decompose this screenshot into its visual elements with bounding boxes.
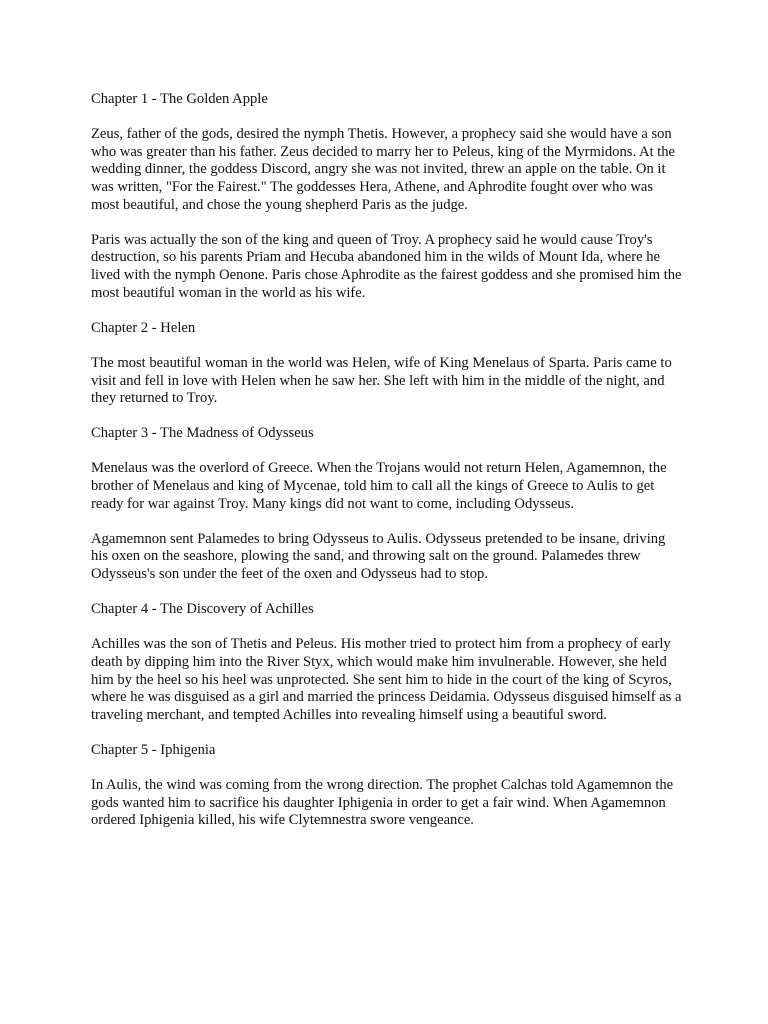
- chapter-5: [91, 742, 683, 830]
- chapter-2: [91, 320, 683, 408]
- chapter-3: [91, 425, 683, 583]
- chapter-heading: Chapter 3 - The Madness of Odysseus: [91, 425, 314, 442]
- paragraph: Zeus, father of the gods, desired the nymph Thetis. However, a prophecy said she would have a son who was greater than his father. Zeus decided to marry her to Peleus, king of the Myrmidons. At the wedding dinner, the goddess Discord, angry she was not invited, threw an apple on the table. On it was written, "For the Fairest." The goddesses Hera, Athene, and Aphrodite fought over who was most beautiful, and chose the young shepherd Paris as the judge.: [91, 126, 676, 213]
- chapter-heading: Chapter 5 - Iphigenia: [91, 741, 216, 758]
- chapter-4: [91, 601, 683, 724]
- chapter-heading: Chapter 1 - The Golden Apple: [91, 91, 268, 107]
- chapter-heading: Chapter 2 - Helen: [91, 319, 196, 336]
- paragraph: Achilles was the son of Thetis and Peleus. His mother tried to protect him from a prophecy of early death by dipping him into the River Styx, which would make him invulnerable. However, she held him by the heel so his heel was unprotected. She sent him to hide in the court of the king of Scyros, where he was disguised as a girl and married the princess Deidamia. Odysseus disguised himself as a traveling merchant, and tempted Achilles into revealing himself using a beautiful sword.: [91, 636, 682, 723]
- chapter-heading: Chapter 4 - The Discovery of Achilles: [91, 601, 314, 618]
- paragraph: The most beautiful woman in the world was Helen, wife of King Menelaus of Sparta. Paris came to visit and fell in love with Helen when he saw her. She left with him in the middle of the night, and they returned to Troy.: [91, 354, 672, 407]
- paragraph: Agamemnon sent Palamedes to bring Odysseus to Aulis. Odysseus pretended to be insane, driving his oxen on the seashore, plowing the sand, and throwing salt on the ground. Palamedes threw Odysseus's son under the feet of the oxen and Odysseus had to stop.: [91, 530, 666, 583]
- paragraph: Menelaus was the overlord of Greece. When the Trojans would not return Helen, Agamemnon, the brother of Menelaus and king of Mycenae, told him to call all the kings of Greece to Aulis to get ready for war against Troy. Many kings did not want to come, including Odysseus.: [91, 460, 667, 512]
- paragraph: Paris was actually the son of the king and queen of Troy. A prophecy said he would cause Troy's destruction, so his parents Priam and Hecuba abandoned him in the wilds of Mount Ida, where he lived with the nymph Oenone. Paris chose Aphrodite as the fairest goddess and she promised him the most beautiful woman in the world as his wife.: [91, 231, 682, 301]
- paragraph: In Aulis, the wind was coming from the wrong direction. The prophet Calchas told Agamemnon the gods wanted him to sacrifice his daughter Iphigenia in order to get a fair wind. When Agamemnon ordered Iphigenia killed, his wife Clytemnestra swore vengeance.: [91, 777, 674, 829]
- document-page: [91, 91, 683, 848]
- chapter-1: [91, 91, 683, 302]
